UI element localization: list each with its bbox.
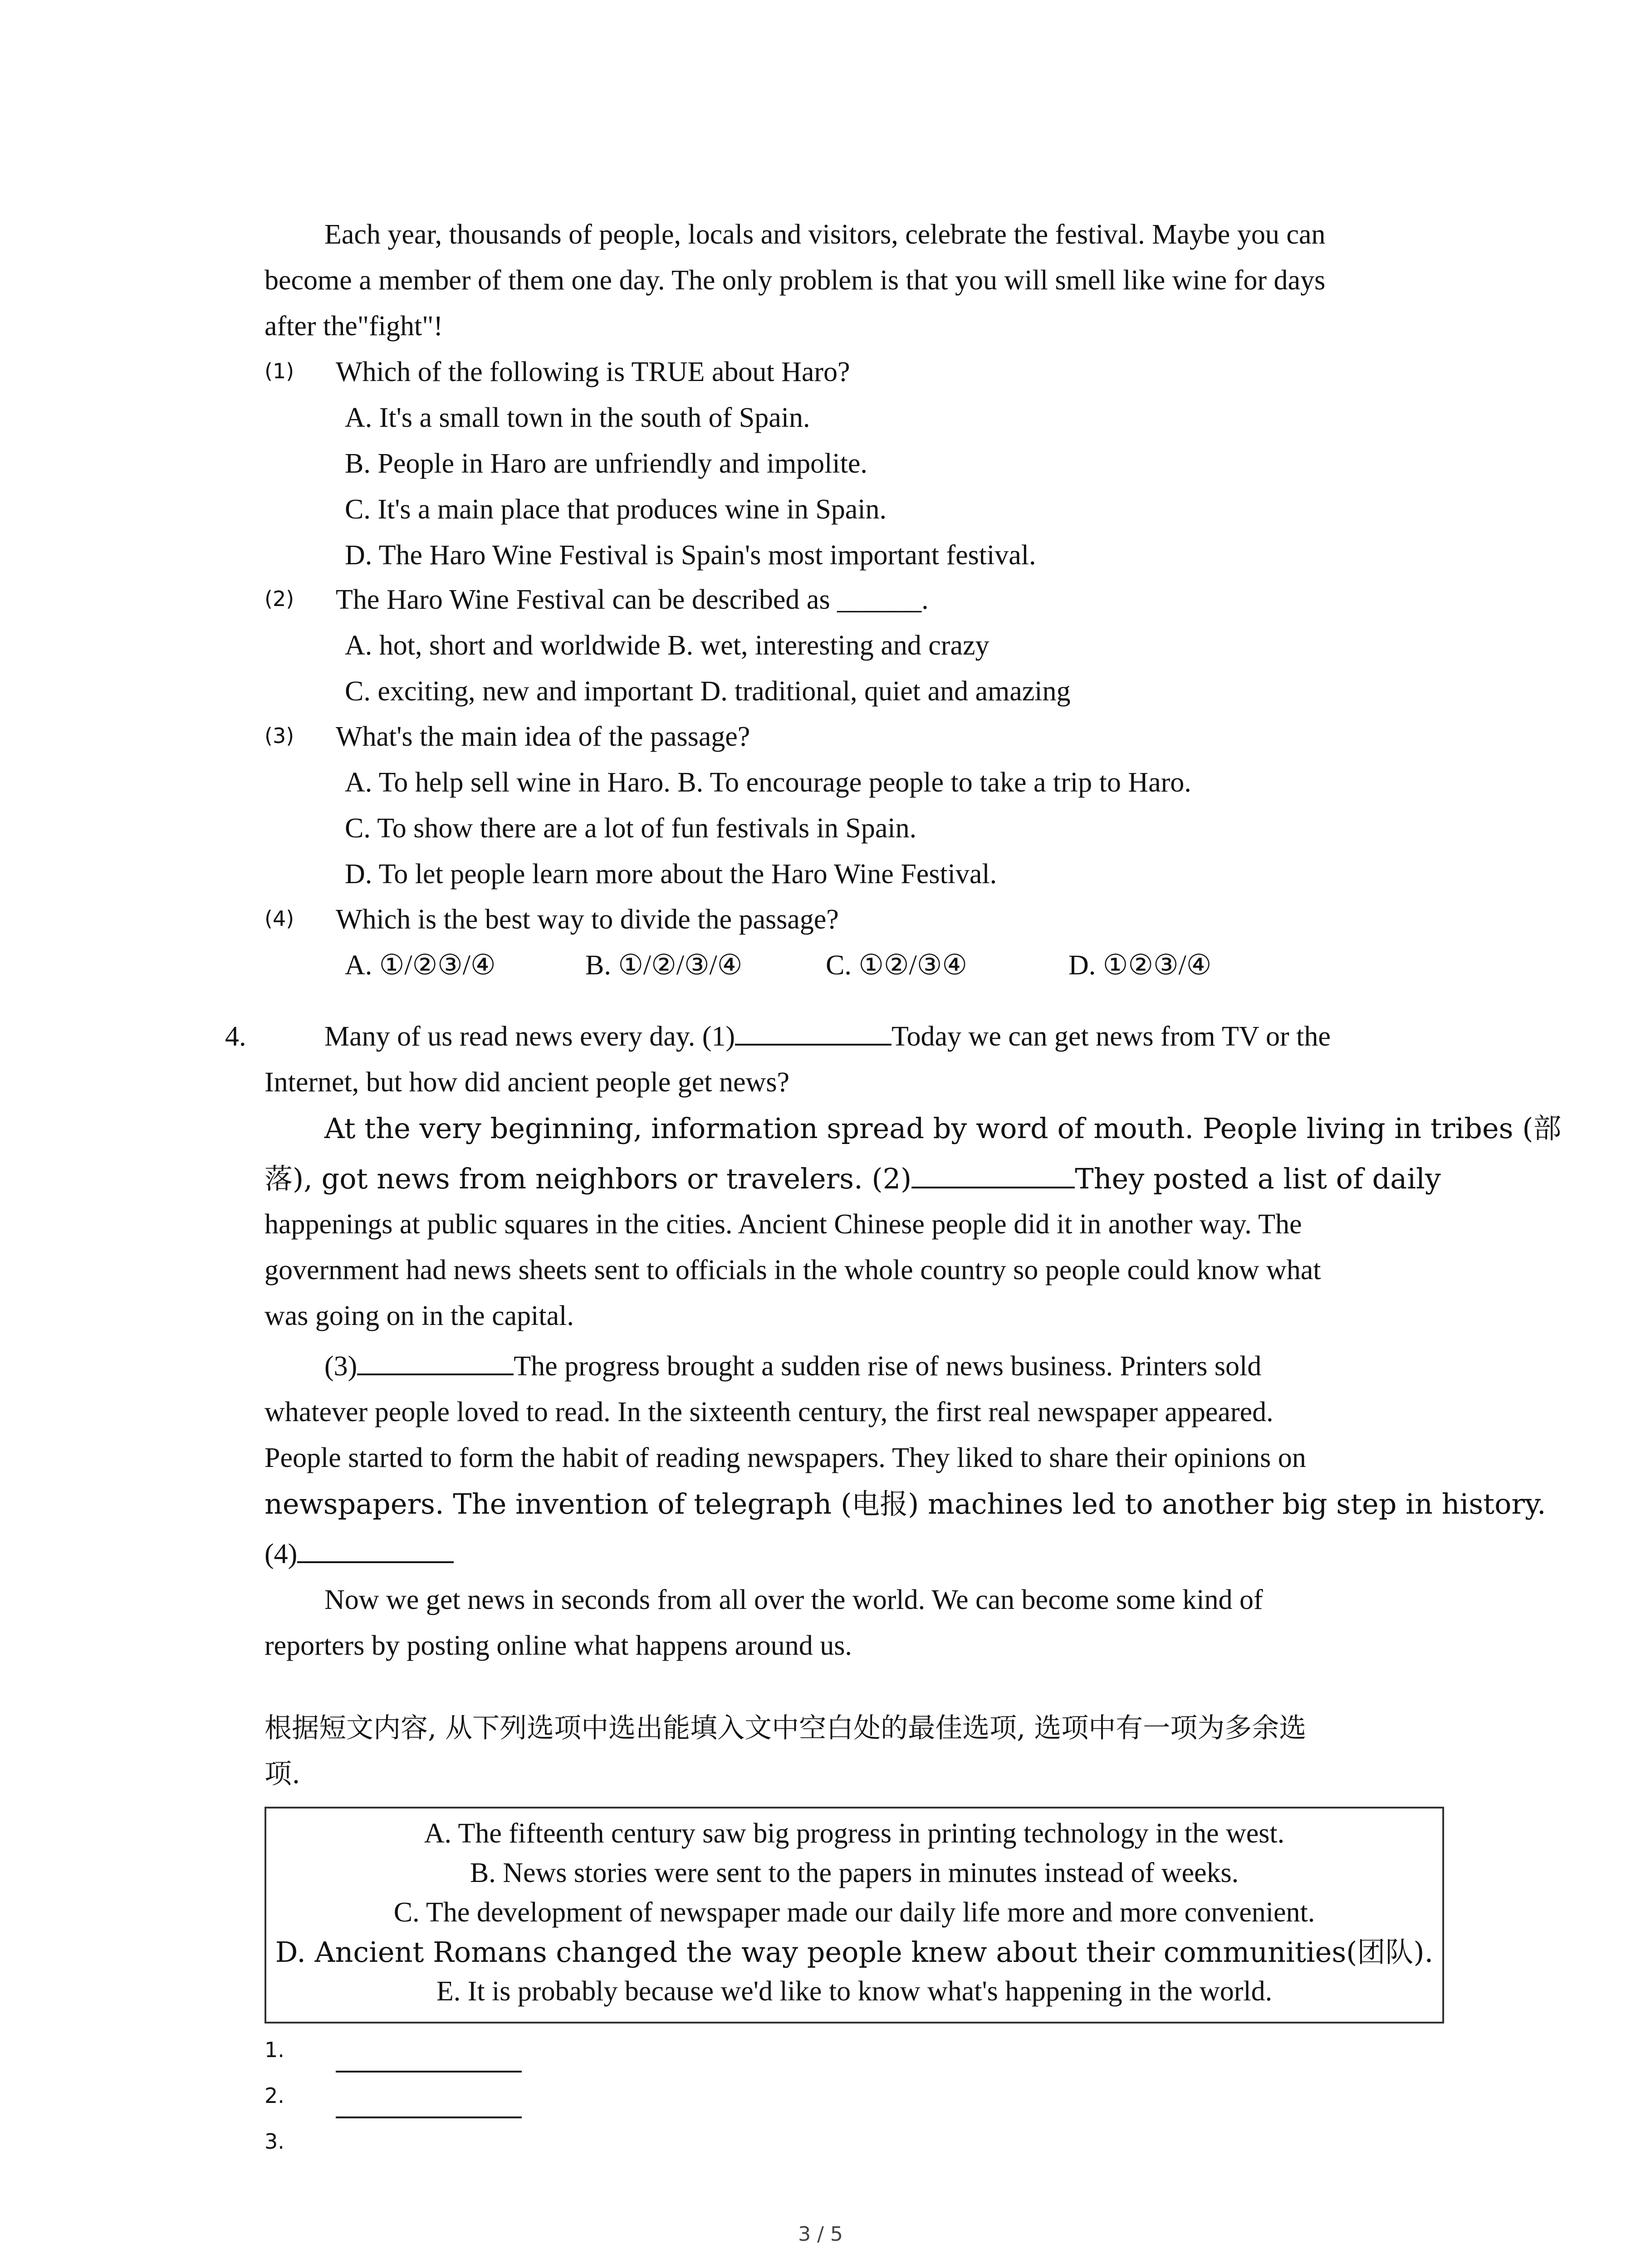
- blank-1[interactable]: [735, 1017, 892, 1046]
- question-3-option-d: D. To let people learn more about the Haro Wine Festival.: [345, 859, 997, 890]
- question-1-number: (1): [265, 359, 294, 383]
- box-option-e: E. It is probably because we'd like to know what's happening in the world.: [436, 1976, 1273, 2007]
- passage-p2-line-4: government had news sheets sent to officials in the whole country so people could know what: [265, 1255, 1321, 1286]
- intro-line-3: after the"fight"!: [265, 311, 443, 342]
- question-1-option-b: B. People in Haro are unfriendly and impolite.: [345, 448, 867, 479]
- question-2-options-cd: C. exciting, new and important D. traditional, quiet and amazing: [345, 676, 1071, 707]
- box-option-c: C. The development of newspaper made our daily life more and more convenient.: [393, 1897, 1315, 1928]
- question-4-stem: Which is the best way to divide the passage?: [336, 904, 839, 935]
- intro-line-1: Each year, thousands of people, locals and visitors, celebrate the festival. Maybe you can: [324, 219, 1326, 250]
- passage-p3-line-5: [265, 1531, 454, 1577]
- passage-p2-line-3: happenings at public squares in the cities. Ancient Chinese people did it in another way. The: [265, 1209, 1302, 1240]
- question-3-option-c: C. To show there are a lot of fun festivals in Spain.: [345, 813, 917, 844]
- question-3-stem: What's the main idea of the passage?: [336, 721, 750, 752]
- question-2-number: (2): [265, 587, 294, 611]
- passage-p2-line-2: [265, 1156, 1441, 1202]
- passage-p2-line-1: At the very beginning, information spread by word of mouth. People living in tribes (部: [324, 1112, 1562, 1145]
- passage-line-1-start: Many of us read news every day. (1): [324, 1021, 735, 1052]
- answer-line-1[interactable]: [336, 2071, 522, 2072]
- instruction-line-1: 根据短文内容, 从下列选项中选出能填入文中空白处的最佳选项, 选项中有一项为多余选: [265, 1712, 1307, 1744]
- question-4-choice-c: C. ①②/③④: [826, 950, 967, 981]
- answer-label-1: 1.: [265, 2038, 284, 2062]
- answer-label-2: 2.: [265, 2083, 284, 2108]
- passage-p3-line-1-end: The progress brought a sudden rise of news business. Printers sold: [514, 1351, 1262, 1382]
- question-2-stem: The Haro Wine Festival can be described as ______.: [336, 584, 929, 615]
- question-4-choice-a: A. ①/②③/④: [345, 950, 496, 981]
- passage-p3-line-2: whatever people loved to read. In the sixteenth century, the first real newspaper appeared.: [265, 1397, 1274, 1427]
- box-option-b: B. News stories were sent to the papers in minutes instead of weeks.: [470, 1857, 1239, 1888]
- page-number: 3 / 5: [798, 2223, 843, 2246]
- instruction-line-2: 项.: [265, 1758, 301, 1790]
- blank-4[interactable]: [297, 1534, 454, 1563]
- passage-p4-line-1: Now we get news in seconds from all over the world. We can become some kind of: [324, 1584, 1263, 1615]
- blank-3[interactable]: [357, 1346, 514, 1375]
- answer-label-3: 3.: [265, 2129, 284, 2154]
- intro-line-2: become a member of them one day. The only problem is that you will smell like wine for days: [265, 265, 1326, 296]
- question-1-option-d: D. The Haro Wine Festival is Spain's most important festival.: [345, 540, 1036, 571]
- passage-p4-line-2: reporters by posting online what happens around us.: [265, 1630, 852, 1661]
- passage-p2-line-2-start: 落), got news from neighbors or travelers. (2): [265, 1162, 912, 1195]
- passage-p3-line-1: [324, 1344, 1261, 1389]
- answer-line-2[interactable]: [336, 2116, 522, 2118]
- passage-p3-line-5-start: (4): [265, 1539, 298, 1569]
- question-1-option-c: C. It's a main place that produces wine in Spain.: [345, 494, 887, 525]
- question-4-choice-d: D. ①②③/④: [1068, 950, 1212, 981]
- question-4-choice-b: B. ①/②/③/④: [585, 950, 743, 981]
- box-option-a: A. The fifteenth century saw big progress in printing technology in the west.: [424, 1818, 1285, 1849]
- question-1-option-a: A. It's a small town in the south of Spain.: [345, 402, 810, 433]
- box-option-d: D. Ancient Romans changed the way people knew about their communities(团队).: [275, 1936, 1434, 1969]
- passage-p3-line-1-start: (3): [324, 1351, 358, 1382]
- passage-line-1-end: Today we can get news from TV or the: [892, 1021, 1331, 1052]
- blank-2[interactable]: [911, 1159, 1075, 1188]
- question-4-number: (4): [265, 906, 294, 931]
- passage-p2-line-5: was going on in the capital.: [265, 1300, 574, 1331]
- section-4-number: 4.: [225, 1021, 246, 1052]
- passage-p3-line-3: People started to form the habit of reading newspapers. They liked to share their opinions on: [265, 1442, 1306, 1473]
- passage-line-1: [324, 1014, 1331, 1060]
- options-box: [265, 1807, 1444, 2024]
- passage-p2-line-2-end: They posted a list of daily: [1075, 1162, 1441, 1195]
- question-1-stem: Which of the following is TRUE about Haro?: [336, 357, 850, 387]
- question-3-options-ab: A. To help sell wine in Haro. B. To encourage people to take a trip to Haro.: [345, 767, 1191, 798]
- question-2-options-ab: A. hot, short and worldwide B. wet, interesting and crazy: [345, 630, 989, 661]
- question-3-number: (3): [265, 723, 294, 748]
- passage-p3-line-4: newspapers. The invention of telegraph (电报) machines led to another big step in history.: [265, 1487, 1546, 1520]
- passage-line-2: Internet, but how did ancient people get news?: [265, 1067, 789, 1098]
